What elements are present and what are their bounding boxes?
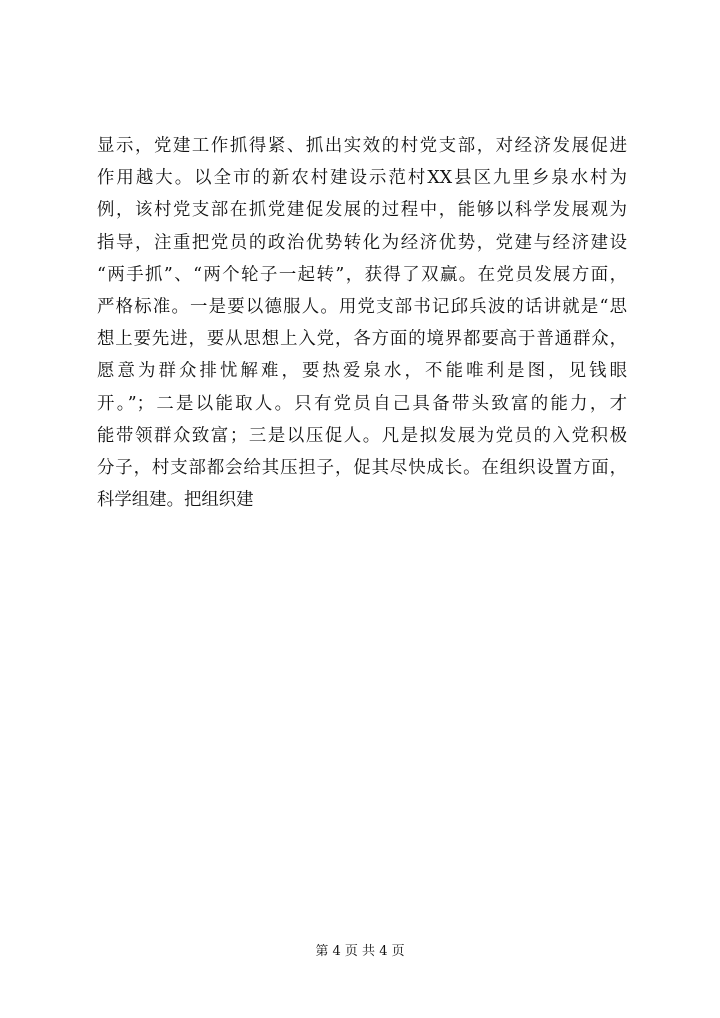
text-line: 指导，注重把党员的政治优势转化为经济优势，党建与经济建设 xyxy=(97,232,627,253)
text-line: 愿意为群众排忧解难，要热爱泉水，不能唯利是图，见钱眼 xyxy=(97,361,627,382)
text-line: 开。”；二是以能取人。只有党员自己具备带头致富的能力，才 xyxy=(97,393,627,414)
text-line: “两手抓”、“两个轮子一起转”，获得了双赢。在党员发展方面， xyxy=(97,264,627,285)
text-line: 分子，村支部都会给其压担子，促其尽快成长。在组织设置方面， xyxy=(97,457,627,478)
text-line: 作用越大。以全市的新农村建设示范村XX县区九里乡泉水村为 xyxy=(97,168,627,189)
text-line: 严格标准。一是要以德服人。用党支部书记邱兵波的话讲就是“思 xyxy=(97,296,627,317)
text-line: 科学组建。把组织建 xyxy=(97,490,254,511)
text-line: 能带领群众致富；三是以压促人。凡是拟发展为党员的入党积极 xyxy=(97,425,627,446)
text-line: 例，该村党支部在抓党建促发展的过程中，能够以科学发展观为 xyxy=(97,200,627,221)
body-paragraph xyxy=(97,130,627,516)
text-line: 显示，党建工作抓得紧、抓出实效的村党支部，对经济发展促进 xyxy=(97,136,627,156)
page-footer: 第 4 页 共 4 页 xyxy=(315,944,405,959)
text-line: 想上要先进，要从思想上入党，各方面的境界都要高于普通群众， xyxy=(97,329,627,350)
